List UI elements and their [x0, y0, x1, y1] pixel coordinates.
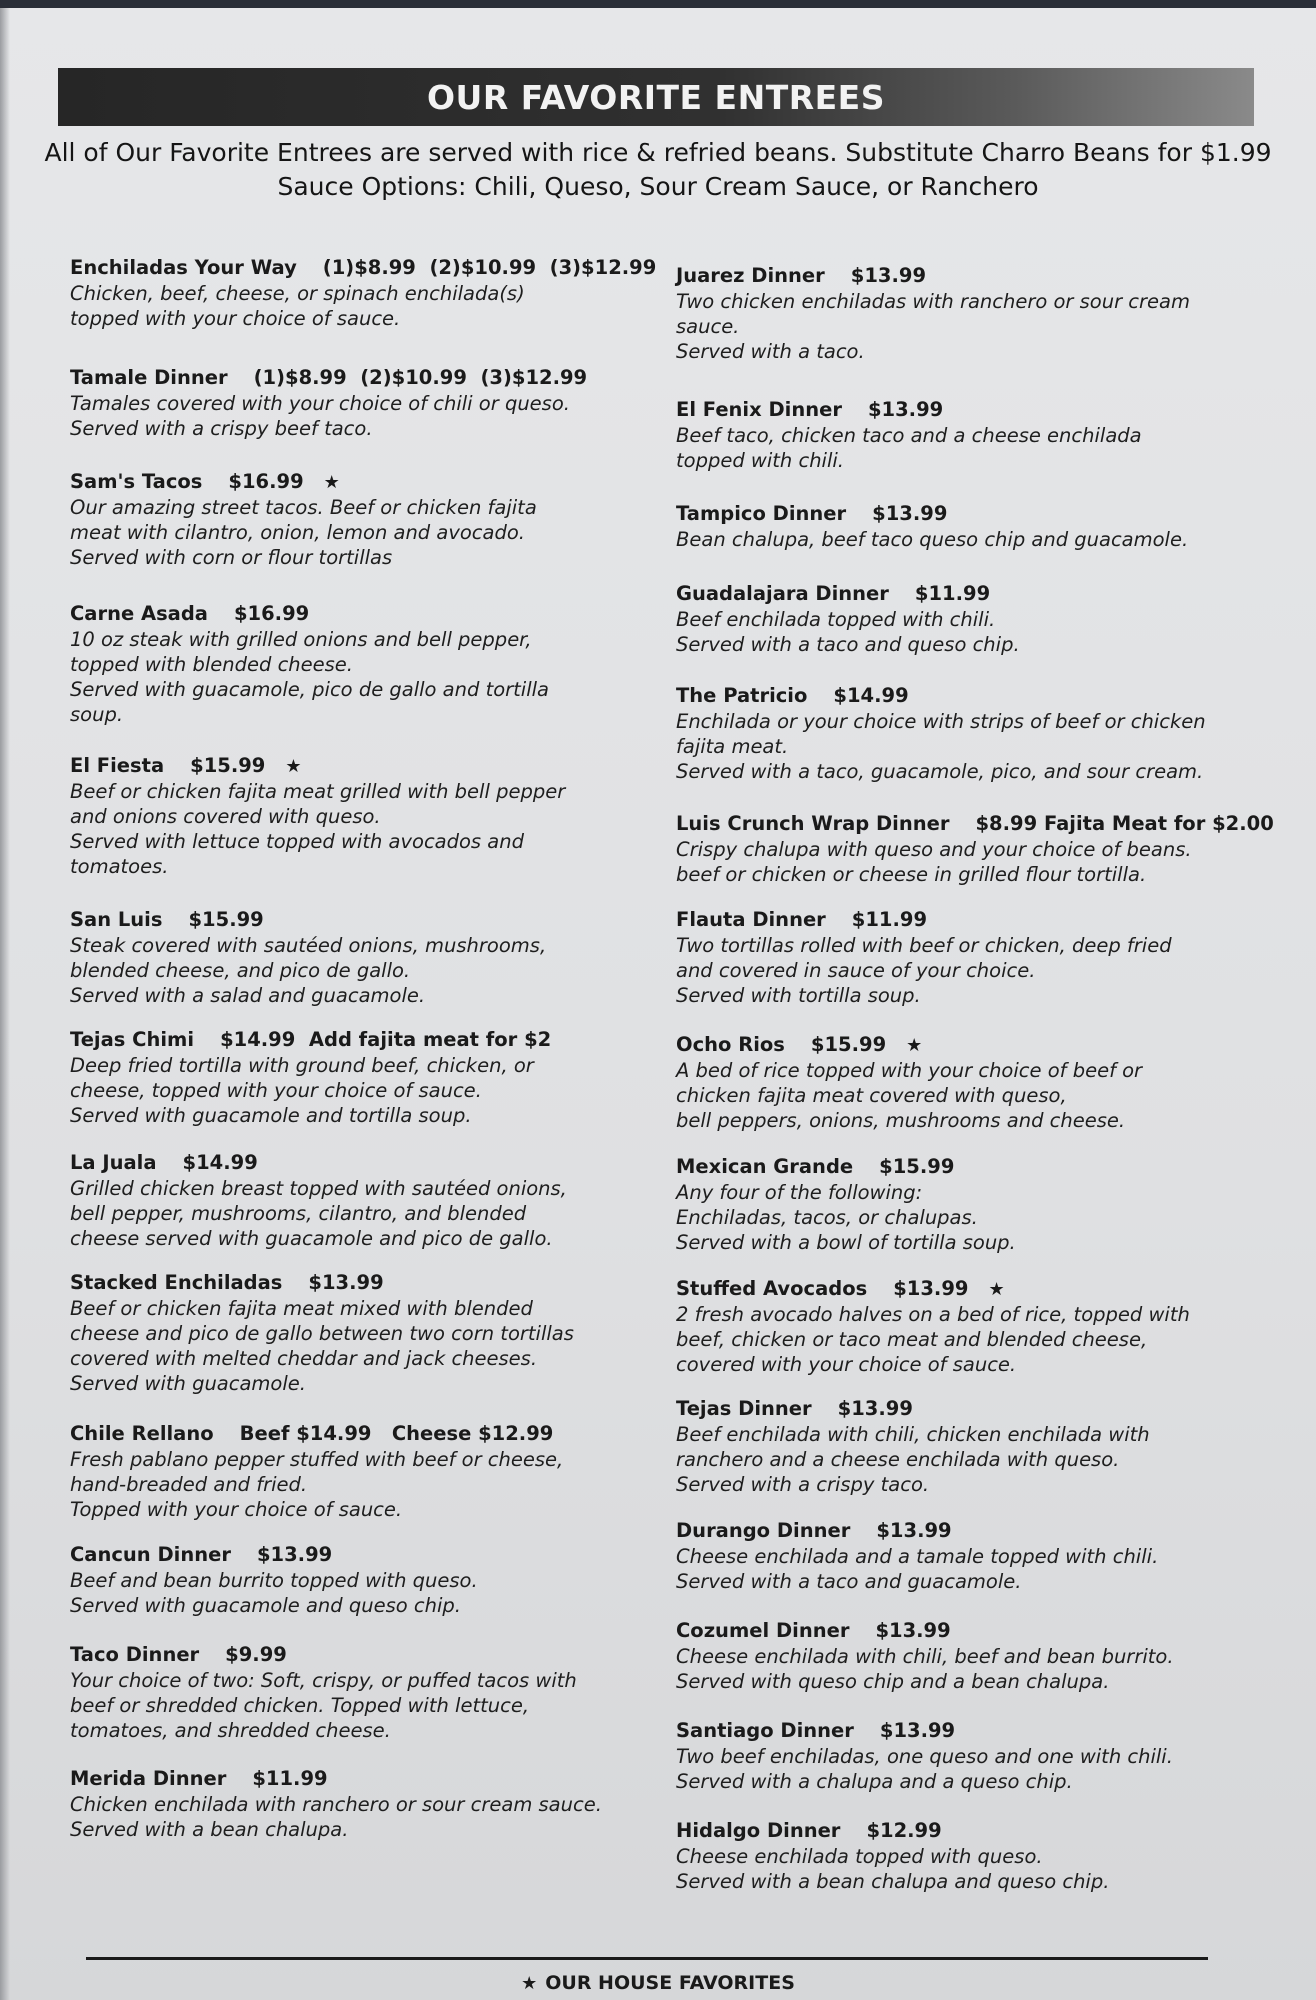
menu-item: [676, 502, 1266, 552]
description-line: Fresh pablano pepper stuffed with beef or cheese,: [70, 1448, 564, 1471]
menu-item-name: Mexican Grande: [676, 1155, 854, 1178]
menu-item: [676, 908, 1266, 1008]
menu-item-description: [70, 1053, 640, 1128]
description-line: Beef and bean burrito topped with queso.: [70, 1569, 478, 1592]
menu-item-price: $9.99: [225, 1643, 287, 1666]
description-line: ranchero and a cheese enchilada with queso.: [676, 1448, 1120, 1471]
menu-item-header: [676, 398, 1266, 421]
description-line: Cheese enchilada and a tamale topped with chili.: [676, 1545, 1159, 1568]
description-line: Your choice of two: Soft, crispy, or puffed tacos with: [70, 1669, 577, 1692]
description-line: chicken fajita meat covered with queso,: [676, 1084, 1067, 1107]
menu-item-description: [676, 1644, 1266, 1694]
menu-item: [70, 1767, 640, 1842]
title-banner: [58, 68, 1254, 126]
menu-item-name: Taco Dinner: [70, 1643, 200, 1666]
description-line: Served with a chalupa and a queso chip.: [676, 1770, 1073, 1793]
menu-item-name: El Fenix Dinner: [676, 398, 842, 421]
description-line: Served with a bowl of tortilla soup.: [676, 1231, 1016, 1254]
menu-item-name: Juarez Dinner: [676, 264, 825, 287]
description-line: Served with a bean chalupa.: [70, 1818, 349, 1841]
menu-item: [676, 1619, 1266, 1694]
description-line: sauce.: [676, 315, 740, 338]
menu-item-price: $13.99: [879, 1719, 956, 1742]
menu-item-header: [70, 1543, 640, 1566]
menu-item-header: [70, 366, 640, 389]
menu-item-name: Tejas Chimi: [70, 1028, 195, 1051]
description-line: topped with your choice of sauce.: [70, 307, 401, 330]
description-line: Bean chalupa, beef taco queso chip and guacamole.: [676, 528, 1189, 551]
menu-item-price: $13.99: [872, 502, 948, 525]
description-line: Our amazing street tacos. Beef or chicken fajita: [70, 496, 537, 519]
menu-item-description: [70, 1176, 640, 1251]
description-line: Enchilada or your choice with strips of beef or chicken: [676, 710, 1206, 733]
menu-item-price: $14.99: [833, 684, 909, 707]
menu-item-description: [676, 527, 1266, 552]
menu-item-price: $13.99: [867, 398, 944, 421]
menu-item-description: [70, 495, 640, 570]
description-line: Served with a taco, guacamole, pico, and sour cream.: [676, 760, 1204, 783]
menu-item: [70, 1271, 640, 1396]
description-line: Served with guacamole and tortilla soup.: [70, 1104, 472, 1127]
description-line: fajita meat.: [676, 735, 789, 758]
description-line: bell pepper, mushrooms, cilantro, and blended: [70, 1202, 527, 1225]
menu-item-header: [676, 502, 1266, 525]
menu-item-name: Tampico Dinner: [676, 502, 847, 525]
description-line: Two beef enchiladas, one queso and one with chili.: [676, 1745, 1173, 1768]
menu-item-price: $13.99: [256, 1543, 333, 1566]
menu-item-description: [70, 627, 640, 727]
menu-item-header: [676, 684, 1266, 707]
description-line: hand-breaded and fried.: [70, 1473, 308, 1496]
description-line: Served with guacamole and queso chip.: [70, 1594, 461, 1617]
menu-item-name: Flauta Dinner: [676, 908, 826, 931]
description-line: meat with cilantro, onion, lemon and avocado.: [70, 521, 525, 544]
top-edge: [0, 0, 1316, 8]
description-line: Served with a taco and queso chip.: [676, 633, 1020, 656]
menu-item-header: [676, 264, 1266, 287]
star-icon: ★: [906, 1035, 923, 1056]
menu-item: [676, 1819, 1266, 1894]
menu-item: [70, 366, 640, 441]
footer-divider: [86, 1957, 1208, 1960]
description-line: Served with guacamole, pico de gallo and tortilla: [70, 678, 550, 701]
description-line: cheese, topped with your choice of sauce.: [70, 1079, 482, 1102]
menu-item: [70, 256, 657, 331]
menu-item-description: [70, 779, 640, 879]
menu-item-description: [676, 837, 1266, 887]
menu-item-description: [70, 281, 640, 331]
menu-item: [70, 1028, 640, 1128]
sauce-options-note: Sauce Options: Chili, Queso, Sour Cream Sauce, or Ranchero: [277, 172, 1039, 201]
menu-item: [676, 1719, 1266, 1794]
menu-item-name: Guadalajara Dinner: [676, 582, 889, 605]
menu-item-name: Merida Dinner: [70, 1767, 227, 1790]
menu-item-price: $11.99: [851, 908, 928, 931]
menu-item-name: Chile Rellano: [70, 1422, 214, 1445]
description-line: Beef taco, chicken taco and a cheese enchilada: [676, 424, 1142, 447]
menu-item-name: Cancun Dinner: [70, 1543, 231, 1566]
house-favorites-legend: [0, 1972, 1316, 1994]
description-line: Beef enchilada topped with chili.: [676, 608, 996, 631]
menu-item: [676, 398, 1266, 473]
menu-item-header: [676, 1819, 1266, 1842]
menu-item-description: [676, 1302, 1266, 1377]
left-shadow: [0, 8, 10, 2000]
menu-item-description: [676, 709, 1266, 784]
menu-item: [70, 470, 640, 570]
menu-item-price: $11.99: [914, 582, 991, 605]
menu-item-header: [676, 1033, 1266, 1056]
description-line: Beef enchilada with chili, chicken enchilada with: [676, 1423, 1150, 1446]
menu-item-price: $13.99: [837, 1397, 913, 1420]
menu-item-description: [676, 1058, 1266, 1133]
menu-item-name: El Fiesta: [70, 754, 165, 777]
menu-item-name: Carne Asada: [70, 602, 208, 625]
menu-item-header: [676, 1397, 1266, 1420]
menu-item-description: [70, 1792, 640, 1842]
description-line: Deep fried tortilla with ground beef, chicken, or: [70, 1054, 534, 1077]
menu-item-header: [676, 1619, 1266, 1642]
menu-item-header: [70, 908, 640, 931]
description-line: Served with lettuce topped with avocados and: [70, 830, 524, 853]
menu-item-description: [676, 289, 1266, 364]
description-line: Served with guacamole.: [70, 1372, 306, 1395]
menu-item-price: Beef $14.99 Cheese $12.99: [239, 1422, 554, 1445]
star-icon: ★: [323, 472, 340, 493]
menu-item-price: $15.99: [879, 1155, 955, 1178]
description-line: topped with blended cheese.: [70, 653, 354, 676]
description-line: soup.: [70, 703, 124, 726]
menu-item-price: $13.99: [850, 264, 927, 287]
menu-item: [70, 1543, 640, 1618]
menu-item-price: $13.99: [876, 1519, 952, 1542]
menu-item-header: [70, 1422, 640, 1445]
menu-item-price: (1)$8.99 (2)$10.99 (3)$12.99: [253, 366, 588, 389]
menu-item-description: [70, 1296, 640, 1396]
menu-item: [70, 602, 640, 727]
menu-item: [70, 1422, 640, 1522]
menu-item-name: Durango Dinner: [676, 1519, 851, 1542]
menu-item-price: $13.99: [875, 1619, 951, 1642]
description-line: Served with a crispy taco.: [676, 1473, 930, 1496]
menu-item-description: [676, 1422, 1266, 1497]
menu-item: [70, 1643, 640, 1743]
description-line: Beef or chicken fajita meat mixed with blended: [70, 1297, 533, 1320]
description-line: Served with a taco and guacamole.: [676, 1570, 1022, 1593]
menu-item-description: [676, 1180, 1266, 1255]
star-icon: ★: [285, 756, 302, 777]
description-line: 10 oz steak with grilled onions and bell pepper,: [70, 628, 532, 651]
menu-item: [676, 1155, 1266, 1255]
menu-item-name: Stacked Enchiladas: [70, 1271, 283, 1294]
menu-item: [676, 684, 1266, 784]
menu-item: [70, 1151, 640, 1251]
menu-item-header: [70, 470, 640, 493]
description-line: Enchiladas, tacos, or chalupas.: [676, 1206, 978, 1229]
description-line: beef or chicken or cheese in grilled flour tortilla.: [676, 863, 1147, 886]
menu-item-price: $13.99: [893, 1277, 969, 1300]
menu-item-price: $16.99: [233, 602, 310, 625]
description-line: and onions covered with queso.: [70, 805, 381, 828]
menu-item-price: $14.99 Add fajita meat for $2: [220, 1028, 552, 1051]
menu-item-header: [70, 602, 640, 625]
menu-item-header: [70, 256, 657, 279]
menu-item-description: [70, 933, 640, 1008]
description-line: Cheese enchilada with chili, beef and bean burrito.: [676, 1645, 1174, 1668]
menu-item-price: $15.99: [188, 908, 264, 931]
menu-item-name: Hidalgo Dinner: [676, 1819, 841, 1842]
menu-item: [676, 812, 1274, 887]
menu-item-name: Ocho Rios: [676, 1033, 785, 1056]
menu-item-price: (1)$8.99 (2)$10.99 (3)$12.99: [322, 256, 657, 279]
menu-item-name: Tejas Dinner: [676, 1397, 812, 1420]
menu-item-header: [676, 908, 1266, 931]
menu-item-price: $15.99: [190, 754, 266, 777]
menu-item-description: [676, 1744, 1266, 1794]
menu-item-description: [70, 391, 640, 441]
menu-item: [676, 1519, 1266, 1594]
description-line: Chicken enchilada with ranchero or sour cream sauce.: [70, 1793, 602, 1816]
menu-item-header: [70, 1643, 640, 1666]
description-line: Cheese enchilada topped with queso.: [676, 1845, 1043, 1868]
description-line: blended cheese, and pico de gallo.: [70, 959, 411, 982]
description-line: Chicken, beef, cheese, or spinach enchilada(s): [70, 282, 525, 305]
description-line: tomatoes.: [70, 855, 169, 878]
description-line: Two tortillas rolled with beef or chicken, deep fried: [676, 934, 1172, 957]
description-line: Grilled chicken breast topped with sautéed onions,: [70, 1177, 567, 1200]
description-line: Served with a crispy beef taco.: [70, 417, 373, 440]
description-line: covered with melted cheddar and jack cheeses.: [70, 1347, 538, 1370]
menu-item-header: [676, 1155, 1266, 1178]
description-line: Two chicken enchiladas with ranchero or sour cream: [676, 290, 1190, 313]
menu-item-description: [676, 607, 1266, 657]
menu-item: [676, 582, 1266, 657]
description-line: beef or shredded chicken. Topped with lettuce,: [70, 1694, 530, 1717]
menu-item-header: [676, 1277, 1266, 1300]
menu-item-description: [70, 1447, 640, 1522]
menu-item-header: [676, 1719, 1266, 1742]
menu-item-price: $8.99 Fajita Meat for $2.00: [975, 812, 1274, 835]
menu-item-name: Enchiladas Your Way: [70, 256, 297, 279]
menu-item-description: [676, 933, 1266, 1008]
menu-item-name: San Luis: [70, 908, 163, 931]
description-line: 2 fresh avocado halves on a bed of rice, topped with: [676, 1303, 1190, 1326]
menu-item: [676, 1277, 1266, 1377]
description-line: Served with corn or flour tortillas: [70, 546, 393, 569]
description-line: Beef or chicken fajita meat grilled with bell pepper: [70, 780, 566, 803]
menu-item-description: [676, 423, 1266, 473]
menu-item-name: Luis Crunch Wrap Dinner: [676, 812, 950, 835]
description-line: topped with chili.: [676, 449, 845, 472]
menu-item-name: Sam's Tacos: [70, 470, 203, 493]
star-icon: ★: [521, 1973, 538, 1994]
description-line: Served with tortilla soup.: [676, 984, 921, 1007]
menu-item-price: $16.99: [228, 470, 304, 493]
menu-item-description: [70, 1668, 640, 1743]
menu-item: [676, 1033, 1266, 1133]
description-line: tomatoes, and shredded cheese.: [70, 1719, 391, 1742]
menu-item-name: Stuffed Avocados: [676, 1277, 868, 1300]
menu-item-name: Cozumel Dinner: [676, 1619, 850, 1642]
menu-item-header: [70, 1767, 640, 1790]
description-line: Steak covered with sautéed onions, mushrooms,: [70, 934, 547, 957]
menu-item-price: $15.99: [810, 1033, 887, 1056]
star-icon: ★: [988, 1279, 1005, 1300]
menu-item-description: [70, 1568, 640, 1618]
description-line: covered with your choice of sauce.: [676, 1353, 1017, 1376]
description-line: Served with a taco.: [676, 340, 865, 363]
description-line: Served with a salad and guacamole.: [70, 984, 426, 1007]
description-line: Served with queso chip and a bean chalupa.: [676, 1670, 1110, 1693]
description-line: Served with a bean chalupa and queso chip.: [676, 1870, 1110, 1893]
description-line: Topped with your choice of sauce.: [70, 1498, 403, 1521]
menu-item-name: Tamale Dinner: [70, 366, 228, 389]
menu-item-name: La Juala: [70, 1151, 157, 1174]
menu-item-price: $14.99: [182, 1151, 258, 1174]
description-line: Any four of the following:: [676, 1181, 923, 1204]
menu-item-header: [70, 1028, 640, 1051]
description-line: bell peppers, onions, mushrooms and cheese.: [676, 1109, 1126, 1132]
menu-item-price: $12.99: [866, 1819, 942, 1842]
menu-item-header: [676, 1519, 1266, 1542]
description-line: cheese and pico de gallo between two corn tortillas: [70, 1322, 574, 1345]
description-line: beef, chicken or taco meat and blended cheese,: [676, 1328, 1148, 1351]
menu-item-name: Santiago Dinner: [676, 1719, 854, 1742]
menu-item: [70, 754, 640, 879]
description-line: cheese served with guacamole and pico de gallo.: [70, 1227, 553, 1250]
menu-item-header: [70, 1151, 640, 1174]
menu-item-header: [70, 1271, 640, 1294]
menu-item: [70, 908, 640, 1008]
description-line: A bed of rice topped with your choice of beef or: [676, 1059, 1143, 1082]
menu-item-description: [676, 1844, 1266, 1894]
menu-item: [676, 264, 1266, 364]
menu-item: [676, 1397, 1266, 1497]
served-with-note: All of Our Favorite Entrees are served with rice & refried beans. Substitute Charro Beans for $1.99: [44, 138, 1272, 167]
description-line: Crispy chalupa with queso and your choice of beans.: [676, 838, 1192, 861]
menu-item-description: [676, 1544, 1266, 1594]
menu-item-price: $11.99: [252, 1767, 328, 1790]
menu-item-header: [676, 582, 1266, 605]
menu-item-header: [676, 812, 1274, 835]
menu-item-header: [70, 754, 640, 777]
description-line: and covered in sauce of your choice.: [676, 959, 1036, 982]
menu-item-name: The Patricio: [676, 684, 808, 707]
page-title: OUR FAVORITE ENTREES: [427, 77, 885, 117]
menu-item-price: $13.99: [308, 1271, 384, 1294]
description-line: Tamales covered with your choice of chili or queso.: [70, 392, 570, 415]
legend-label: OUR HOUSE FAVORITES: [545, 1972, 795, 1994]
